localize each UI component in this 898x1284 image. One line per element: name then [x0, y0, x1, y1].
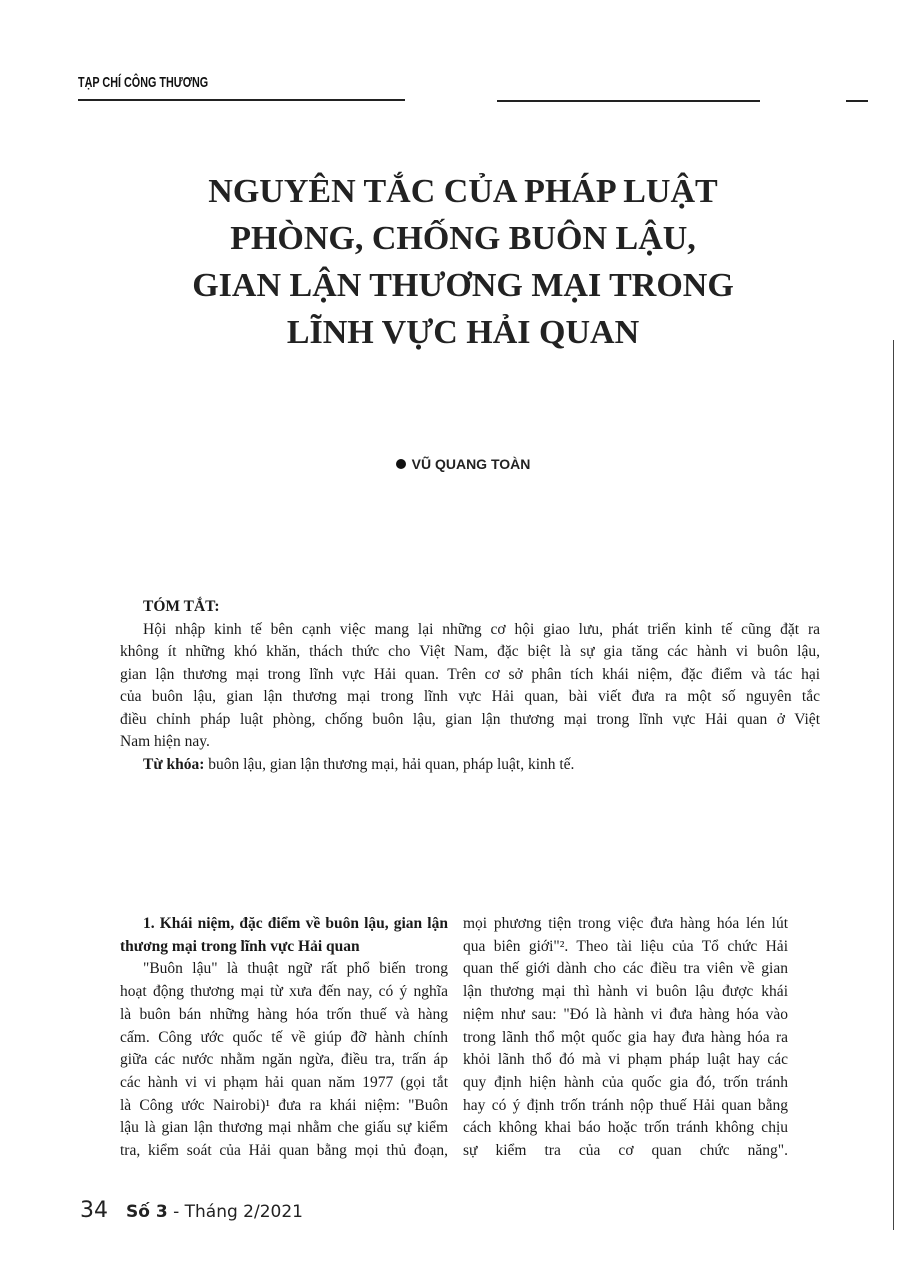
body-line: các hành vi vi phạm hải quan năm 1977 (gọi tắt — [120, 1073, 448, 1091]
issue-date: - Tháng 2/2021 — [167, 1202, 303, 1222]
body-line: cấm. Công ước quốc tế về giúp đỡ hành chính — [120, 1028, 448, 1046]
body-line: niệm như sau: "Đó là hành vi đưa hàng hóa vào — [463, 1005, 788, 1023]
header-rule-right — [497, 100, 760, 102]
title-line: PHÒNG, CHỐNG BUÔN LẬU, — [230, 220, 696, 257]
keywords — [120, 754, 820, 777]
abstract-line: Hội nhập kinh tế bên cạnh việc mang lại những cơ hội giao lưu, phát triển kinh tế cũng đặt ra — [143, 620, 820, 638]
page-footer — [80, 1198, 303, 1223]
body-line: giữa các nước nhằm ngăn ngừa, điều tra, trấn áp — [120, 1051, 448, 1069]
body-line: qua biên giới"². Theo tài liệu của Tổ chức Hải — [463, 937, 788, 955]
bullet-icon — [396, 459, 406, 469]
body-line: là buôn bán những hàng hóa trốn thuế và hàng — [120, 1005, 448, 1023]
body-line: sự kiểm tra của cơ quan chức năng". — [463, 1142, 788, 1160]
margin-rule — [893, 340, 894, 1230]
body-line: "Buôn lậu" là thuật ngữ rất phổ biến trong — [143, 960, 448, 978]
header-rule-left — [78, 99, 405, 101]
author-byline — [0, 456, 898, 472]
abstract-line: gian lận thương mại trong lĩnh vực Hải quan. Trên cơ sở phân tích khái niệm, đặc điểm và tác hại — [120, 665, 820, 683]
body-line: lậu là gian lận thương mại nhằm che giấu sự kiểm — [120, 1119, 448, 1137]
body-line: hay có ý định trốn tránh nộp thuế Hải quan bằng — [463, 1096, 788, 1114]
article-title — [0, 168, 898, 356]
body-line: trong lãnh thổ một quốc gia hay đưa hàng hóa ra — [463, 1028, 788, 1046]
section-heading-line: thương mại trong lĩnh vực Hải quan — [120, 937, 360, 955]
keywords-text: buôn lậu, gian lận thương mại, hải quan, pháp luật, kinh tế. — [204, 755, 575, 773]
abstract-line: không ít những khó khăn, thách thức cho Việt Nam, đặc biệt là sự gia tăng các hành vi buôn lậu, — [120, 643, 820, 660]
abstract — [120, 596, 820, 776]
issue-label: Số 3 — [126, 1202, 168, 1222]
title-line: NGUYÊN TẮC CỦA PHÁP LUẬT — [208, 173, 718, 210]
keywords-label: Từ khóa: — [143, 755, 205, 773]
body-line: hoạt động thương mại từ xưa đến nay, có ý nghĩa — [120, 983, 448, 1001]
body-line: quy định hiện hành của quốc gia đó, trốn tránh — [463, 1073, 788, 1091]
column-left — [120, 913, 448, 1163]
body-line: lận thương mại thì hành vi buôn lậu được khái — [463, 983, 788, 1001]
journal-name: TẠP CHÍ CÔNG THƯƠNG — [78, 74, 209, 91]
abstract-line: điều chỉnh pháp luật phòng, chống buôn lậu, gian lận thương mại trong lĩnh vực Hải quan ở Việt — [120, 710, 820, 728]
body-line: mọi phương tiện trong việc đưa hàng hóa lén lút — [463, 915, 788, 932]
column-right — [463, 913, 788, 1163]
abstract-heading: TÓM TẮT: — [143, 598, 220, 615]
abstract-line: Nam hiện nay. — [120, 733, 210, 750]
section-heading-line: 1. Khái niệm, đặc điểm về buôn lậu, gian lận — [143, 915, 448, 932]
title-line: LĨNH VỰC HẢI QUAN — [286, 314, 640, 351]
body-line: quan thế giới dành cho các điều tra viên về gian — [463, 960, 788, 978]
body-line: khỏi lãnh thổ đó mà vi phạm pháp luật hay các — [463, 1051, 788, 1069]
header-rule-mark — [846, 100, 868, 102]
abstract-line: của buôn lậu, gian lận thương mại trong lĩnh vực Hải quan, bài viết đưa ra một số nguyên tắc — [120, 688, 820, 705]
body-line: là Công ước Nairobi)¹ đưa ra khái niệm: "Buôn — [120, 1096, 448, 1114]
body-line: tra, kiểm soát của Hải quan bằng mọi thủ đoạn, — [120, 1142, 448, 1160]
author-name: VŨ QUANG TOÀN — [411, 456, 531, 472]
body-line: cách không khai báo hoặc trốn tránh không chịu — [463, 1119, 788, 1137]
page-number: 34 — [80, 1198, 108, 1223]
title-line: GIAN LẬN THƯƠNG MẠI TRONG — [192, 267, 734, 304]
